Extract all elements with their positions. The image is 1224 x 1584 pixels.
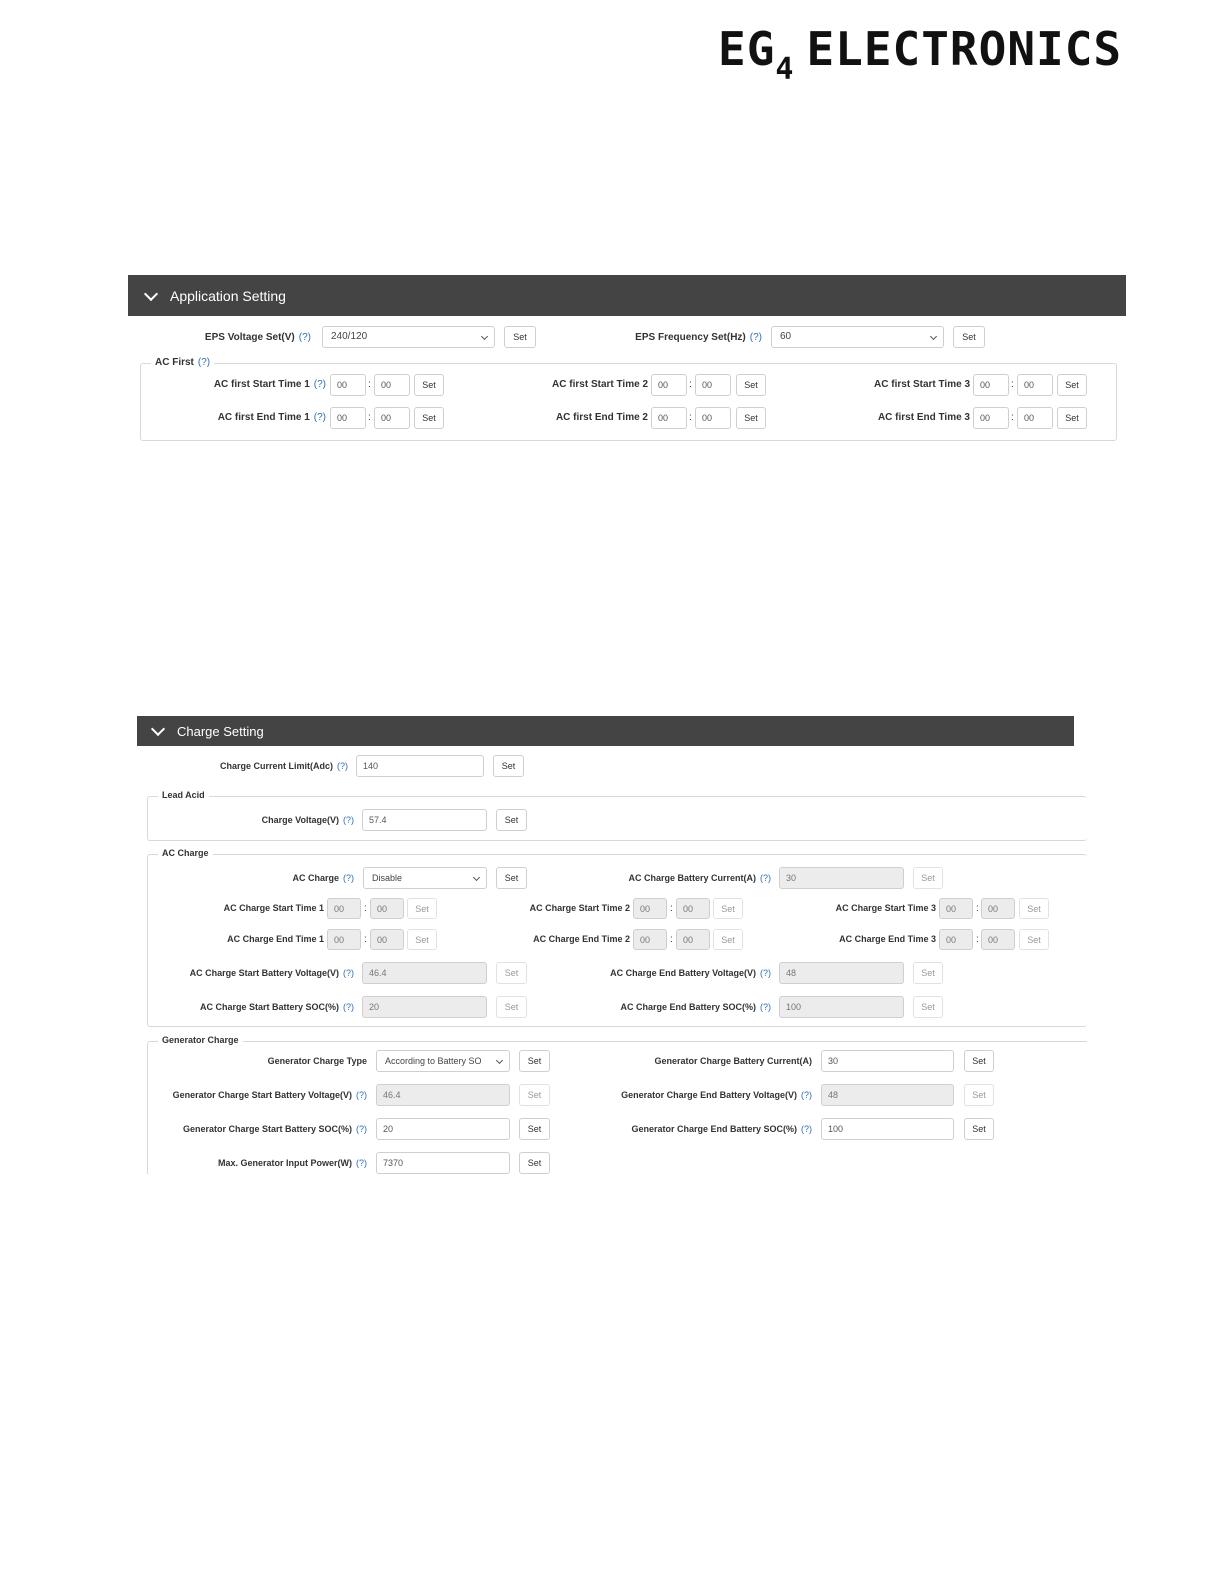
generator-charge-type-select[interactable]: According to Battery SO	[376, 1050, 510, 1072]
ac-first-start-1-minute-input[interactable]	[374, 374, 410, 396]
ac-charge-end-1-set-button[interactable]: Set	[407, 929, 437, 950]
ac-charge-end-soc-label: AC Charge End Battery SOC(%) (?)	[620, 1002, 771, 1012]
ac-charge-start-2-minute-input[interactable]	[676, 898, 710, 919]
ac-charge-end-1-hour-input[interactable]	[327, 929, 361, 950]
ac-charge-start-soc-label: AC Charge Start Battery SOC(%) (?)	[199, 1002, 354, 1012]
application-setting-title: Application Setting	[170, 287, 286, 304]
time-separator: :	[976, 934, 979, 945]
max-generator-power-set-button[interactable]: Set	[519, 1152, 550, 1174]
eps-frequency-select[interactable]: 60	[771, 326, 944, 348]
ac-charge-battery-current-label: AC Charge Battery Current(A) (?)	[628, 873, 771, 883]
ac-first-end-3-hour-input[interactable]	[973, 407, 1009, 429]
charge-current-limit-label: Charge Current Limit(Adc) (?)	[219, 761, 348, 771]
max-generator-power-input[interactable]	[376, 1152, 510, 1174]
charge-voltage-input[interactable]	[362, 809, 487, 831]
eps-voltage-label: EPS Voltage Set(V) (?)	[204, 332, 311, 343]
time-separator: :	[368, 412, 371, 423]
ac-charge-start-2-set-button[interactable]: Set	[713, 898, 743, 919]
help-icon[interactable]: (?)	[313, 412, 326, 423]
eps-frequency-set-button[interactable]: Set	[953, 326, 985, 348]
ac-charge-end-3-set-button[interactable]: Set	[1019, 929, 1049, 950]
ac-charge-start-time-1-label: AC Charge Start Time 1	[223, 903, 324, 913]
ac-first-start-3-set-button[interactable]: Set	[1057, 374, 1087, 396]
charge-current-limit-set-button[interactable]: Set	[493, 755, 524, 777]
logo-main: EG	[718, 22, 776, 76]
ac-first-end-time-1-label: AC first End Time 1 (?)	[217, 412, 326, 423]
eps-frequency-label: EPS Frequency Set(Hz) (?)	[635, 332, 762, 343]
generator-end-voltage-label: Generator Charge End Battery Voltage(V) (?)	[621, 1090, 812, 1100]
ac-first-end-2-hour-input[interactable]	[651, 407, 687, 429]
chevron-down-icon	[473, 874, 480, 881]
help-icon[interactable]: (?)	[760, 873, 771, 883]
ac-charge-start-voltage-input[interactable]	[362, 962, 487, 984]
ac-charge-start-2-hour-input[interactable]	[633, 898, 667, 919]
help-icon[interactable]: (?)	[356, 1124, 367, 1134]
ac-charge-start-1-set-button[interactable]: Set	[407, 898, 437, 919]
ac-first-end-1-minute-input[interactable]	[374, 407, 410, 429]
ac-charge-start-1-minute-input[interactable]	[370, 898, 404, 919]
charge-setting-header[interactable]	[137, 716, 1074, 746]
ac-charge-start-3-set-button[interactable]: Set	[1019, 898, 1049, 919]
ac-first-end-1-set-button[interactable]: Set	[414, 407, 444, 429]
ac-charge-end-2-minute-input[interactable]	[676, 929, 710, 950]
ac-charge-end-3-minute-input[interactable]	[981, 929, 1015, 950]
help-icon[interactable]: (?)	[298, 332, 311, 343]
ac-charge-legend: AC Charge	[158, 848, 213, 858]
time-separator: :	[364, 903, 367, 914]
ac-charge-end-voltage-set-button[interactable]: Set	[913, 962, 943, 984]
help-icon[interactable]: (?)	[343, 1002, 354, 1012]
generator-start-soc-set-button[interactable]: Set	[519, 1118, 550, 1140]
ac-first-start-1-hour-input[interactable]	[330, 374, 366, 396]
generator-charge-type-set-button[interactable]: Set	[519, 1050, 550, 1072]
ac-first-start-2-set-button[interactable]: Set	[736, 374, 766, 396]
generator-charge-legend: Generator Charge	[158, 1035, 243, 1045]
ac-charge-battery-current-set-button[interactable]: Set	[913, 867, 943, 889]
chevron-down-icon[interactable]	[144, 289, 158, 303]
eps-voltage-select[interactable]: 240/120	[322, 326, 495, 348]
generator-start-voltage-input[interactable]	[376, 1084, 510, 1106]
generator-charge-battery-current-label: Generator Charge Battery Current(A)	[654, 1056, 812, 1066]
generator-start-soc-label: Generator Charge Start Battery SOC(%) (?)	[182, 1124, 367, 1134]
ac-first-end-3-set-button[interactable]: Set	[1057, 407, 1087, 429]
ac-charge-end-2-set-button[interactable]: Set	[713, 929, 743, 950]
help-icon[interactable]: (?)	[760, 1002, 771, 1012]
ac-charge-end-soc-set-button[interactable]: Set	[913, 996, 943, 1018]
generator-start-soc-input[interactable]	[376, 1118, 510, 1140]
ac-first-end-2-set-button[interactable]: Set	[736, 407, 766, 429]
max-generator-power-label: Max. Generator Input Power(W) (?)	[217, 1158, 367, 1168]
time-separator: :	[670, 934, 673, 945]
charge-voltage-label: Charge Voltage(V) (?)	[261, 815, 354, 825]
ac-first-start-time-3-label: AC first Start Time 3	[874, 379, 970, 390]
application-setting-header[interactable]	[128, 275, 1126, 316]
generator-charge-type-label: Generator Charge Type	[267, 1056, 367, 1066]
ac-first-end-1-hour-input[interactable]	[330, 407, 366, 429]
ac-charge-start-voltage-set-button[interactable]: Set	[496, 962, 527, 984]
charge-current-limit-input[interactable]	[356, 755, 484, 777]
ac-first-start-2-minute-input[interactable]	[695, 374, 731, 396]
help-icon[interactable]: (?)	[749, 332, 762, 343]
time-separator: :	[670, 903, 673, 914]
time-separator: :	[1011, 379, 1014, 390]
generator-end-soc-set-button[interactable]: Set	[964, 1118, 994, 1140]
time-separator: :	[689, 412, 692, 423]
ac-charge-end-time-3-label: AC Charge End Time 3	[839, 934, 936, 944]
help-icon[interactable]: (?)	[356, 1090, 367, 1100]
ac-first-end-time-3-label: AC first End Time 3	[877, 412, 970, 423]
ac-charge-end-1-minute-input[interactable]	[370, 929, 404, 950]
help-icon[interactable]: (?)	[197, 357, 211, 368]
ac-first-start-2-hour-input[interactable]	[651, 374, 687, 396]
generator-charge-battery-current-input[interactable]	[821, 1050, 954, 1072]
generator-start-voltage-set-button[interactable]: Set	[519, 1084, 550, 1106]
generator-end-soc-input[interactable]	[821, 1118, 954, 1140]
ac-first-end-3-minute-input[interactable]	[1017, 407, 1053, 429]
help-icon[interactable]: (?)	[760, 968, 771, 978]
ac-first-start-1-set-button[interactable]: Set	[414, 374, 444, 396]
ac-first-start-3-minute-input[interactable]	[1017, 374, 1053, 396]
ac-charge-start-time-2-label: AC Charge Start Time 2	[529, 903, 630, 913]
ac-charge-mode-label: AC Charge (?)	[292, 873, 354, 883]
help-icon[interactable]: (?)	[801, 1090, 812, 1100]
time-separator: :	[689, 379, 692, 390]
help-icon[interactable]: (?)	[343, 815, 354, 825]
chevron-down-icon	[930, 333, 937, 340]
ac-charge-end-time-2-label: AC Charge End Time 2	[533, 934, 630, 944]
help-icon[interactable]: (?)	[356, 1158, 367, 1168]
ac-charge-start-1-hour-input[interactable]	[327, 898, 361, 919]
ac-charge-end-soc-input[interactable]	[779, 996, 904, 1018]
generator-charge-battery-current-set-button[interactable]: Set	[964, 1050, 994, 1072]
ac-first-end-time-2-label: AC first End Time 2	[555, 412, 648, 423]
charge-voltage-set-button[interactable]: Set	[496, 809, 527, 831]
ac-first-end-2-minute-input[interactable]	[695, 407, 731, 429]
ac-charge-start-3-minute-input[interactable]	[981, 898, 1015, 919]
help-icon[interactable]: (?)	[337, 761, 348, 771]
ac-charge-end-voltage-input[interactable]	[779, 962, 904, 984]
generator-start-voltage-label: Generator Charge Start Battery Voltage(V) (?)	[172, 1090, 367, 1100]
chevron-down-icon	[481, 333, 488, 340]
chevron-down-icon	[496, 1057, 503, 1064]
ac-charge-end-2-hour-input[interactable]	[633, 929, 667, 950]
help-icon[interactable]: (?)	[313, 379, 326, 390]
brand-logo	[718, 22, 1123, 87]
ac-charge-start-3-hour-input[interactable]	[939, 898, 973, 919]
ac-charge-start-soc-input[interactable]	[362, 996, 487, 1018]
eps-voltage-set-button[interactable]: Set	[504, 326, 536, 348]
generator-end-soc-label: Generator Charge End Battery SOC(%) (?)	[631, 1124, 812, 1134]
ac-first-start-3-hour-input[interactable]	[973, 374, 1009, 396]
logo-rest: ELECTRONICS	[806, 22, 1123, 76]
ac-charge-start-time-3-label: AC Charge Start Time 3	[835, 903, 936, 913]
time-separator: :	[364, 934, 367, 945]
ac-first-legend: AC First (?)	[151, 357, 214, 368]
chevron-down-icon[interactable]	[151, 724, 165, 738]
ac-first-start-time-2-label: AC first Start Time 2	[552, 379, 648, 390]
help-icon[interactable]: (?)	[343, 968, 354, 978]
ac-charge-end-voltage-label: AC Charge End Battery Voltage(V) (?)	[610, 968, 771, 978]
time-separator: :	[976, 903, 979, 914]
ac-charge-mode-select[interactable]: Disable	[363, 867, 487, 889]
ac-charge-battery-current-input[interactable]	[779, 867, 904, 889]
ac-charge-start-soc-set-button[interactable]: Set	[496, 996, 527, 1018]
crop-edge	[140, 1174, 1100, 1194]
time-separator: :	[368, 379, 371, 390]
generator-end-voltage-input[interactable]	[821, 1084, 954, 1106]
time-separator: :	[1011, 412, 1014, 423]
ac-charge-start-voltage-label: AC Charge Start Battery Voltage(V) (?)	[189, 968, 354, 978]
generator-end-voltage-set-button[interactable]: Set	[964, 1084, 994, 1106]
ac-first-start-time-1-label: AC first Start Time 1 (?)	[213, 379, 326, 390]
logo-sub: 4	[775, 52, 795, 87]
help-icon[interactable]: (?)	[801, 1124, 812, 1134]
charge-setting-title: Charge Setting	[177, 723, 264, 739]
ac-charge-end-time-1-label: AC Charge End Time 1	[227, 934, 324, 944]
help-icon[interactable]: (?)	[343, 873, 354, 883]
ac-charge-mode-set-button[interactable]: Set	[496, 867, 527, 889]
ac-charge-end-3-hour-input[interactable]	[939, 929, 973, 950]
lead-acid-legend: Lead Acid	[158, 790, 209, 800]
